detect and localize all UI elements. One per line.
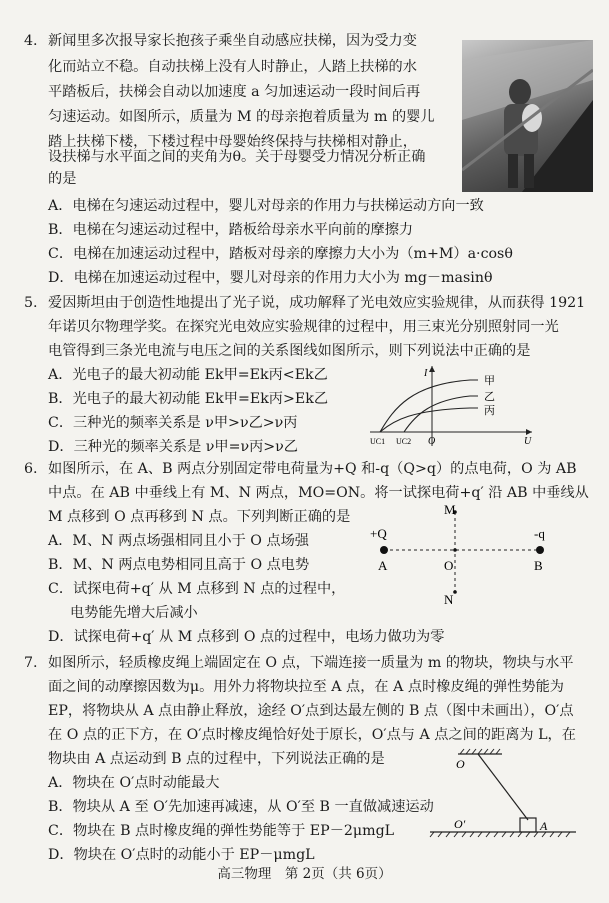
q4-line-2: 化而站立不稳。自动扶梯上没有人时静止，人踏上扶梯的水	[48, 59, 417, 75]
curve-jia	[380, 380, 478, 432]
graph-uc2-label: UC2	[396, 437, 412, 446]
q6-line-3: M 点移到 O 点再移到 N 点。下列判断正确的是	[48, 509, 351, 525]
q5-number: 5.	[24, 295, 38, 311]
q6-number: 6.	[24, 461, 38, 477]
q5-line-2: 年诺贝尔物理学奖。在探究光电效应实验规律的过程中，用三束光分别照射同一光	[48, 319, 559, 335]
q7-line-3: EP，将物块从 A 点由静止释放，途经 O′点到达最左侧的 B 点（图中未画出），O′点	[48, 703, 574, 719]
graph-uc1-label: UC1	[370, 437, 386, 446]
q7-line-4: 在 O 点的正下方，在 O′点时橡皮绳恰好处于原长，O′点与 A 点之间的距离为 L，在	[48, 727, 576, 743]
q7-option-b: B．物块从 A 至 O′先加速再减速，从 O′至 B 一直做减速运动	[48, 799, 434, 815]
q7-option-a: A．物块在 O′点时动能最大	[48, 775, 220, 791]
graph-u-label: U	[524, 436, 532, 447]
point-o-prime-label: O′	[454, 817, 466, 831]
escalator-photo-drawing	[462, 40, 593, 192]
q4-option-d: D．电梯在加速运动过程中，婴儿对母亲的作用力大小为 mg－masinθ	[48, 270, 493, 286]
point-o-label: O	[444, 558, 454, 573]
plus-q-label: +Q	[370, 526, 387, 541]
minus-q-label: -q	[534, 526, 545, 541]
q4-line-5: 踏上扶梯下楼，下楼过程中母婴始终保持与扶梯相对静止，	[48, 134, 417, 150]
curve-bing-label: 丙	[484, 405, 495, 417]
point-a-label: A	[540, 819, 548, 833]
point-n-label: N	[444, 592, 454, 607]
curve-yi-label: 乙	[484, 391, 495, 403]
point-m-label: M	[444, 502, 456, 517]
q6-option-c: C．试探电荷+q′ 从 M 点移到 N 点的过程中，	[48, 581, 346, 597]
q4-option-a: A．电梯在匀速运动过程中，婴儿对母亲的作用力与扶梯运动方向一致	[48, 198, 484, 214]
q5-line-3: 电管得到三条光电流与电压之间的关系图线如图所示，则下列说法中正确的是	[48, 343, 531, 359]
q7-line-5: 物块由 A 点运动到 B 点的过程中，下列说法正确的是	[48, 751, 385, 767]
q5-line-1: 爱因斯坦由于创造性地提出了光子说，成功解释了光电效应实验规律，从而获得 1921	[48, 295, 586, 311]
q4-line-7: 的是	[48, 171, 77, 187]
q5-option-d: D．三种光的频率关系是 ν甲=ν丙>ν乙	[48, 439, 298, 455]
q5-option-c: C．三种光的频率关系是 ν甲>ν乙>ν丙	[48, 415, 298, 431]
point-a-label: A	[378, 558, 388, 573]
q4-line-6: 设扶梯与水平面之间的夹角为θ。关于母婴受力情况分析正确	[48, 149, 426, 165]
point-b-label: B	[534, 558, 543, 573]
q5-option-a: A．光电子的最大初动能 Ek甲=Ek丙<Ek乙	[48, 367, 328, 383]
escalator-photo	[462, 40, 593, 192]
q6-option-a: A．M、N 两点场强相同且小于 O 点场强	[48, 533, 309, 549]
point-o-label: O	[456, 757, 465, 771]
q7-line-2: 面之间的动摩擦因数为μ。用外力将物块拉至 A 点，在 A 点时橡皮绳的弹性势能为	[48, 679, 564, 695]
point-a-dot	[380, 546, 388, 554]
q4-option-b: B．电梯在匀速运动过程中，踏板给母亲水平向前的摩擦力	[48, 222, 414, 238]
q6-line-1: 如图所示，在 A、B 两点分别固定带电荷量为+Q 和-q（Q>q）的点电荷，O 为 AB	[48, 461, 577, 477]
ceiling-hatch	[460, 749, 500, 754]
graph-origin-label: O	[428, 436, 436, 447]
point-n-dot	[453, 590, 457, 594]
block	[520, 818, 536, 832]
q5-option-b: B．光电子的最大初动能 Ek甲=Ek丙>Ek乙	[48, 391, 329, 407]
rubber-band-figure	[428, 748, 578, 838]
point-b-dot	[536, 546, 544, 554]
page-footer: 高三物理 第 2页（共 6页）	[217, 866, 392, 882]
q4-line-3: 平踏板后，扶梯会自动以加速度 a 匀加速运动一段时间后再	[48, 84, 421, 100]
graph-i-arrow	[429, 366, 435, 372]
q6-line-2: 中点。在 AB 中垂线上有 M、N 两点，MO=ON。将一试探电荷+q′ 沿 AB 中垂线从	[48, 485, 589, 501]
q7-line-1: 如图所示，轻质橡皮绳上端固定在 O 点，下端连接一质量为 m 的物块，物块与水平	[48, 655, 574, 671]
q7-number: 7.	[24, 655, 38, 671]
q4-option-c: C．电梯在加速运动过程中，踏板对母亲的摩擦力大小为（m+M）a·cosθ	[48, 246, 513, 262]
q6-option-c-cont: 电势能先增大后减小	[70, 605, 198, 621]
q4-number: 4.	[24, 33, 38, 49]
graph-i-label: I	[424, 368, 428, 379]
graph-u-arrow	[526, 429, 532, 435]
curve-jia-label: 甲	[484, 375, 495, 387]
rubber-band	[478, 754, 528, 820]
photocurrent-graph	[366, 362, 536, 448]
charges-figure	[362, 500, 562, 610]
point-o-dot	[453, 548, 457, 552]
q4-line-4: 匀速运动。如图所示，质量为 M 的母亲抱着质量为 m 的婴儿	[48, 109, 435, 125]
q6-option-d: D．试探电荷+q′ 从 M 点移到 O 点的过程中，电场力做功为零	[48, 629, 445, 645]
q7-option-c: C．物块在 B 点时橡皮绳的弹性势能等于 EP－2μmgL	[48, 823, 395, 839]
q6-option-b: B．M、N 两点电势相同且高于 O 点电势	[48, 557, 310, 573]
q4-line-1: 新闻里多次报导家长抱孩子乘坐自动感应扶梯，因为受力变	[48, 33, 417, 49]
q7-option-d: D．物块在 O′点时的动能小于 EP－μmgL	[48, 847, 315, 863]
floor-hatch	[430, 832, 570, 837]
